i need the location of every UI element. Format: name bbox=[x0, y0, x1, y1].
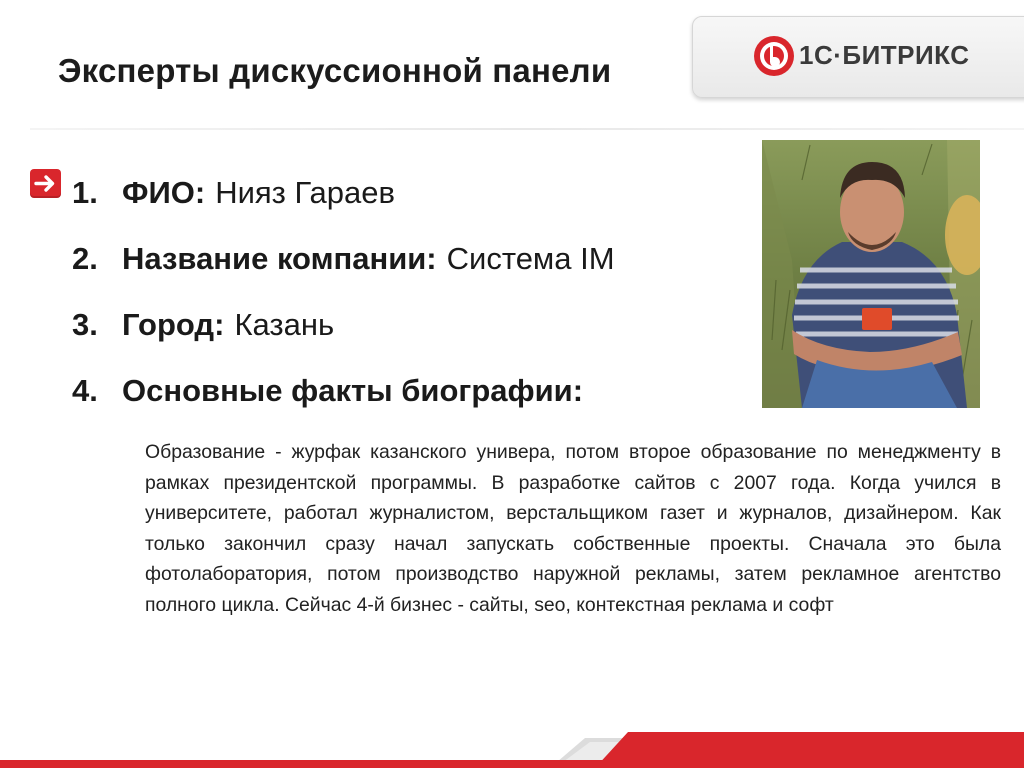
list-item-city bbox=[72, 292, 732, 358]
bitrix-logo-icon bbox=[753, 35, 795, 77]
item-label: ФИО: bbox=[122, 175, 206, 210]
item-number: 1. bbox=[72, 175, 98, 210]
expert-photo bbox=[762, 140, 980, 408]
item-label: Основные факты биографии: bbox=[122, 373, 584, 408]
logo-text: 1С·БИТРИКС bbox=[799, 40, 970, 70]
list-item-biography bbox=[72, 358, 732, 424]
item-label: Город: bbox=[122, 307, 225, 342]
item-number: 3. bbox=[72, 307, 98, 342]
item-number: 2. bbox=[72, 241, 98, 276]
item-value: Система IM bbox=[446, 241, 615, 276]
logo-panel bbox=[692, 16, 1024, 98]
arrow-right-icon bbox=[30, 169, 61, 198]
list-item-name bbox=[72, 160, 732, 226]
footer-bar bbox=[0, 730, 1024, 768]
item-value: Нияз Гараев bbox=[215, 175, 395, 210]
title-divider bbox=[30, 128, 1024, 130]
item-value: Казань bbox=[234, 307, 335, 342]
item-number: 4. bbox=[72, 373, 98, 408]
page-title: Эксперты дискуссионной панели bbox=[58, 52, 612, 89]
expert-details-list bbox=[72, 160, 732, 424]
biography-text: Образование - журфак казанского универа, потом второе образование по менеджменту в рамках президентской программы. В разработке сайтов с 2007 года. Когда учился в университете, работал журналистом, верстальщиком газет и журналов, дизайнером. Как только закончил сразу начал запускать собственные проекты. Сначала это была фотолаборатория, потом производство наружной рекламы, затем рекламное агентство полного цикла. Сейчас 4-й бизнес - сайты, seo, контекстная реклама и софт bbox=[145, 441, 1001, 616]
list-item-company bbox=[72, 226, 732, 292]
item-label: Название компании: bbox=[122, 241, 437, 276]
